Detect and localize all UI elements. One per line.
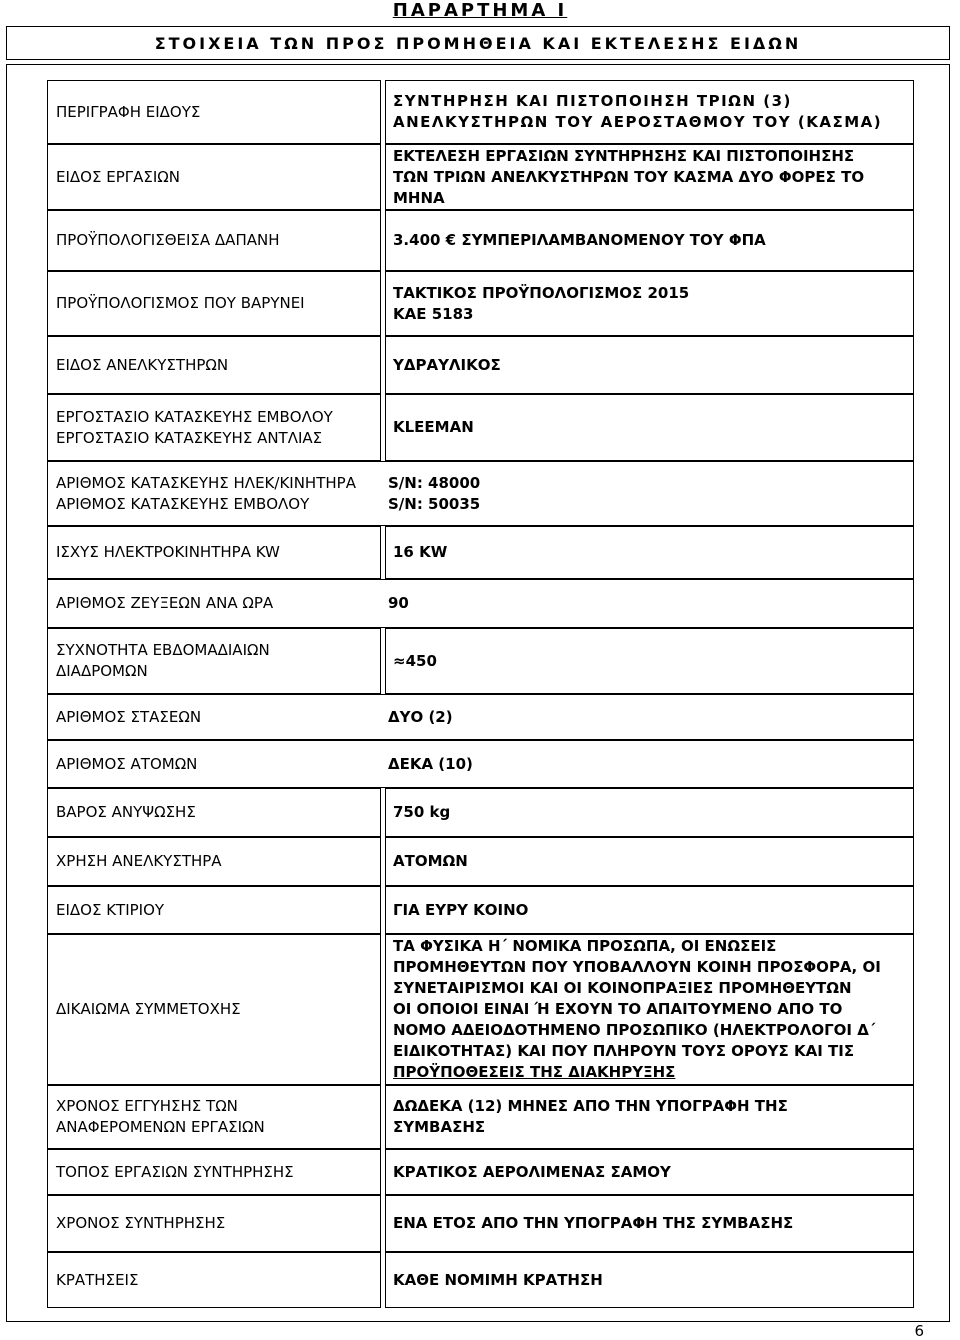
value-line: 750 kg	[393, 803, 451, 821]
label-line: ΠΡΟΫΠΟΛΟΓΙΣΜΟΣ ΠΟΥ ΒΑΡΥΝΕΙ	[56, 294, 305, 312]
value-line: ΔΥΟ (2)	[388, 707, 453, 726]
label-line: ΒΑΡΟΣ ΑΝΥΨΩΣΗΣ	[56, 803, 196, 821]
value-cell	[381, 740, 914, 788]
value-cell	[385, 628, 914, 694]
value-line: ΤΑ ΦΥΣΙΚΑ Η΄ ΝΟΜΙΚΑ ΠΡΟΣΩΠΑ, ΟΙ ΕΝΩΣΕΙΣ	[393, 937, 777, 955]
value-line: S/N: 50035	[388, 494, 481, 513]
label-cell	[47, 934, 381, 1085]
value-line: ΚΑΕ 5183	[393, 304, 474, 323]
label-cell	[47, 579, 381, 628]
label-cell	[47, 80, 381, 144]
label-line: ΕΡΓΟΣΤΑΣΙΟ ΚΑΤΑΣΚΕΥΗΣ ΕΜΒΟΛΟΥ	[56, 407, 333, 426]
label-cell	[47, 526, 381, 579]
section-header: ΣΤΟΙΧΕΙΑ ΤΩΝ ΠΡΟΣ ΠΡΟΜΗΘΕΙΑ ΚΑΙ ΕΚΤΕΛΕΣΗΣ ΕΙΔΩΝ	[6, 26, 950, 60]
value-cell	[385, 336, 914, 394]
label-cell	[47, 144, 381, 210]
value-cell	[385, 526, 914, 579]
value-cell	[385, 1085, 914, 1149]
value-line: ΠΡΟΜΗΘΕΥΤΩΝ ΠΟΥ ΥΠΟΒΑΛΛΟΥΝ ΚΟΙΝΗ ΠΡΟΣΦΟΡΑ, ΟΙ	[393, 958, 881, 976]
value-line: 3.400 € ΣΥΜΠΕΡΙΛΑΜΒΑΝΟΜΕΝΟΥ ΤΟΥ ΦΠΑ	[393, 231, 766, 249]
value-line: ΥΔΡΑΥΛΙΚΟΣ	[393, 355, 501, 374]
value-line: ≈450	[393, 651, 437, 670]
label-line: ΕΡΓΟΣΤΑΣΙΟ ΚΑΤΑΣΚΕΥΗΣ ΑΝΤΛΙΑΣ	[56, 428, 323, 447]
label-line: ΠΕΡΙΓΡΑΦΗ ΕΙΔΟΥΣ	[56, 102, 201, 121]
label-line: ΑΡΙΘΜΟΣ ΑΤΟΜΩΝ	[56, 754, 198, 773]
value-line: KLEEMAN	[393, 418, 474, 436]
label-cell	[47, 1252, 381, 1308]
value-cell	[385, 1195, 914, 1252]
value-line: ΤΑΚΤΙΚΟΣ ΠΡΟΫΠΟΛΟΓΙΣΜΟΣ 2015	[393, 283, 690, 302]
annex-title: ΠΑΡΑΡΤΗΜΑ Ι	[392, 0, 568, 21]
value-line: ΓΙΑ ΕΥΡΥ ΚΟΙΝΟ	[393, 900, 529, 919]
label-line: ΕΙΔΟΣ ΚΤΙΡΙΟΥ	[56, 900, 165, 919]
value-cell	[385, 80, 914, 144]
value-line: ΝΟΜΟ ΑΔΕΙΟΔΟΤΗΜΕΝΟ ΠΡΟΣΩΠΙΚΟ (ΗΛΕΚΤΡΟΛΟΓΟΙ Δ΄	[393, 1021, 876, 1039]
label-cell	[47, 210, 381, 271]
label-line: ΕΙΔΟΣ ΕΡΓΑΣΙΩΝ	[56, 167, 180, 186]
label-line: ΑΡΙΘΜΟΣ ΣΤΑΣΕΩΝ	[56, 707, 202, 726]
label-cell	[47, 461, 381, 526]
label-cell	[47, 694, 381, 740]
label-line: ΙΣΧΥΣ ΗΛΕΚΤΡΟΚΙΝΗΤΗΡΑ KW	[56, 543, 280, 561]
value-line: 16 KW	[393, 543, 448, 561]
label-cell	[47, 1149, 381, 1195]
value-cell	[385, 788, 914, 837]
label-line: ΑΡΙΘΜΟΣ ΚΑΤΑΣΚΕΥΗΣ ΕΜΒΟΛΟΥ	[56, 494, 310, 513]
label-cell	[47, 628, 381, 694]
value-cell	[385, 1252, 914, 1308]
value-line: ΟΙ ΟΠΟΙΟΙ ΕΙΝΑΙ Ή ΕΧΟΥΝ ΤΟ ΑΠΑΙΤΟΥΜΕΝΟ ΑΠΟ ΤΟ	[393, 1000, 843, 1018]
label-cell	[47, 837, 381, 886]
label-line: ΑΡΙΘΜΟΣ ΚΑΤΑΣΚΕΥΗΣ ΗΛΕΚ/ΚΙΝΗΤΗΡΑ	[56, 473, 356, 492]
value-cell	[385, 210, 914, 271]
value-line: ΣΥΝΤΗΡΗΣΗ ΚΑΙ ΠΙΣΤΟΠΟΙΗΣΗ ΤΡΙΩΝ (3)	[393, 92, 792, 110]
label-cell	[47, 1085, 381, 1149]
value-cell	[385, 394, 914, 461]
value-line: ΣΥΜΒΑΣΗΣ	[393, 1118, 486, 1136]
label-line: ΔΙΚΑΙΩΜΑ ΣΥΜΜΕΤΟΧΗΣ	[56, 1000, 241, 1018]
label-line: ΔΙΑΔΡΟΜΩΝ	[56, 662, 148, 680]
value-cell	[385, 934, 914, 1085]
label-cell	[47, 336, 381, 394]
label-cell	[47, 788, 381, 837]
value-line: ΚΡΑΤΙΚΟΣ ΑΕΡΟΛΙΜΕΝΑΣ ΣΑΜΟΥ	[393, 1162, 671, 1181]
value-line: ΑΤΟΜΩΝ	[393, 852, 468, 870]
value-cell	[381, 461, 914, 526]
value-cell	[385, 886, 914, 934]
value-line: S/N: 48000	[388, 473, 481, 492]
value-line: ΠΡΟΫΠΟΘΕΣΕΙΣ ΤΗΣ ΔΙΑΚΗΡΥΞΗΣ	[393, 1063, 676, 1081]
value-cell	[381, 694, 914, 740]
label-cell	[47, 740, 381, 788]
label-line: ΤΟΠΟΣ ΕΡΓΑΣΙΩΝ ΣΥΝΤΗΡΗΣΗΣ	[56, 1162, 294, 1181]
label-line: ΚΡΑΤΗΣΕΙΣ	[56, 1270, 139, 1289]
value-line: ΔΕΚΑ (10)	[388, 754, 473, 773]
label-line: ΑΝΑΦΕΡΟΜΕΝΩΝ ΕΡΓΑΣΙΩΝ	[56, 1118, 265, 1136]
value-line: ΤΩΝ ΤΡΙΩΝ ΑΝΕΛΚΥΣΤΗΡΩΝ ΤΟΥ ΚΑΣΜΑ ΔΥΟ ΦΟΡΕΣ ΤΟ	[393, 167, 865, 186]
value-line: 90	[388, 594, 409, 612]
label-line: ΧΡΟΝΟΣ ΕΓΓΥΗΣΗΣ ΤΩΝ	[56, 1097, 238, 1115]
label-line: ΕΙΔΟΣ ΑΝΕΛΚΥΣΤΗΡΩΝ	[56, 355, 229, 374]
label-cell	[47, 1195, 381, 1252]
label-cell	[47, 271, 381, 336]
value-cell	[385, 144, 914, 210]
value-line: ΕΝΑ ΕΤΟΣ ΑΠΟ ΤΗΝ ΥΠΟΓΡΑΦΗ ΤΗΣ ΣΥΜΒΑΣΗΣ	[393, 1214, 794, 1232]
label-cell	[47, 394, 381, 461]
value-line: ΑΝΕΛΚΥΣΤΗΡΩΝ ΤΟΥ ΑΕΡΟΣΤΑΘΜΟΥ ΤΟΥ (ΚΑΣΜΑ)	[393, 113, 883, 131]
value-cell	[381, 579, 914, 628]
value-line: ΔΩΔΕΚΑ (12) ΜΗΝΕΣ ΑΠΟ ΤΗΝ ΥΠΟΓΡΑΦΗ ΤΗΣ	[393, 1097, 788, 1115]
value-line: ΣΥΝΕΤΑΙΡΙΣΜΟΙ ΚΑΙ ΟΙ ΚΟΙΝΟΠΡΑΞΙΕΣ ΠΡΟΜΗΘΕΥΤΩΝ	[393, 979, 852, 997]
value-line: ΕΚΤΕΛΕΣΗ ΕΡΓΑΣΙΩΝ ΣΥΝΤΗΡΗΣΗΣ ΚΑΙ ΠΙΣΤΟΠΟΙΗΣΗΣ	[393, 146, 855, 165]
label-line: ΑΡΙΘΜΟΣ ΖΕΥΞΕΩΝ ΑΝΑ ΩΡΑ	[56, 594, 274, 612]
value-line: ΕΙΔΙΚΟΤΗΤΑΣ) ΚΑΙ ΠΟΥ ΠΛΗΡΟΥΝ ΤΟΥΣ ΟΡΟΥΣ ΚΑΙ ΤΙΣ	[393, 1042, 855, 1060]
value-line: ΜΗΝΑ	[393, 188, 445, 207]
label-line: ΠΡΟΫΠΟΛΟΓΙΣΘΕΙΣΑ ΔΑΠΑΝΗ	[56, 231, 280, 249]
value-line: ΚΑΘΕ ΝΟΜΙΜΗ ΚΡΑΤΗΣΗ	[393, 1270, 603, 1289]
label-line: ΧΡΗΣΗ ΑΝΕΛΚΥΣΤΗΡΑ	[56, 852, 222, 870]
page-number: 6	[914, 1322, 924, 1340]
value-cell	[385, 1149, 914, 1195]
value-cell	[385, 837, 914, 886]
label-line: ΣΥΧΝΟΤΗΤΑ ΕΒΔΟΜΑΔΙΑΙΩΝ	[56, 641, 270, 659]
label-cell	[47, 886, 381, 934]
value-cell	[385, 271, 914, 336]
label-line: ΧΡΟΝΟΣ ΣΥΝΤΗΡΗΣΗΣ	[56, 1214, 226, 1232]
